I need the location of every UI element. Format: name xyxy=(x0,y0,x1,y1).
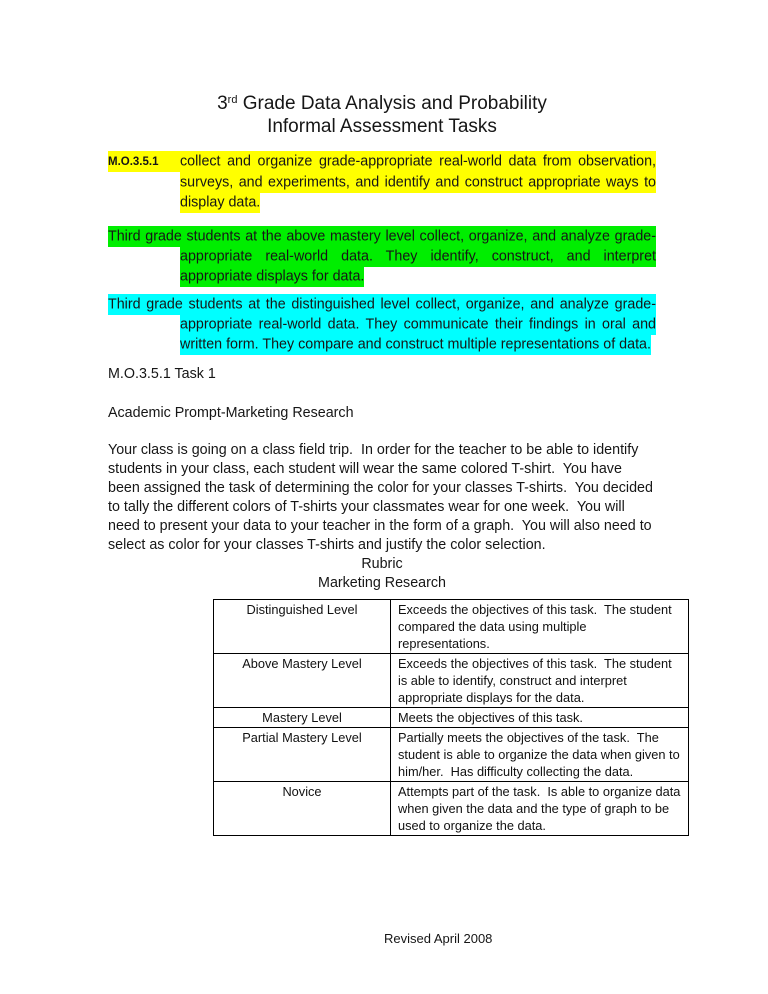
cyan-highlight: Third grade students at the distinguished level collect, organize, and analyze grade-appropriate real-world data. They communicate their findings in oral and written form. They compare and construct multiple representations of data. xyxy=(108,294,656,355)
prompt-paragraph: Your class is going on a class field trip. In order for the teacher to be able to identify students in your class, each student will wear the same colored T-shirt. You have been assigned the task of determining the color for your classes T-shirts. You decided to tally the different colors of T-shirts your classmates wear for one week. You will need to present your data to your teacher in the form of a graph. You will also need to select as color for your classes T-shirts and justify the color selection. xyxy=(108,442,657,553)
footer-revision-note: Revised April 2008 xyxy=(384,931,493,946)
table-row xyxy=(214,782,689,836)
page-title-line1 xyxy=(108,89,656,115)
title-prefix: 3 xyxy=(217,93,228,114)
table-row xyxy=(214,728,689,782)
rubric-table xyxy=(213,599,689,836)
description-cell: Partially meets the objectives of the task. The student is able to organize the data when given to him/her. Has difficulty collecting the data. xyxy=(391,728,689,782)
level-cell: Above Mastery Level xyxy=(214,654,391,708)
task-heading: M.O.3.5.1 Task 1 xyxy=(108,366,216,382)
green-highlight: Third grade students at the above mastery level collect, organize, and analyze grade-appropriate real-world data. They identify, construct, and interpret appropriate displays for data. xyxy=(108,226,656,287)
standard-code-label: M.O.3.5.1 xyxy=(108,156,159,168)
description-cell: Meets the objectives of this task. xyxy=(391,708,689,728)
level-cell: Distinguished Level xyxy=(214,600,391,654)
page-title-line2: Informal Assessment Tasks xyxy=(267,116,497,137)
above-mastery-block xyxy=(108,226,656,286)
title-superscript: rd xyxy=(227,94,238,106)
level-cell: Novice xyxy=(214,782,391,836)
standard-objective-text: collect and organize grade-appropriate real-world data from observation, surveys, and experiments, and identify and construct appropriate ways to display data. xyxy=(180,153,656,210)
level-cell: Mastery Level xyxy=(214,708,391,728)
distinguished-block xyxy=(108,294,656,354)
document-content xyxy=(108,0,684,836)
standard-objective-block xyxy=(108,151,656,212)
description-cell: Exceeds the objectives of this task. The student is able to identify, construct and interpret appropriate displays for the data. xyxy=(391,654,689,708)
description-cell: Attempts part of the task. Is able to organize data when given the data and the type of graph to be used to organize the data. xyxy=(391,782,689,836)
table-row xyxy=(214,708,689,728)
rubric-title: Rubric xyxy=(361,556,403,572)
yellow-highlight xyxy=(108,151,656,213)
table-row xyxy=(214,654,689,708)
level-cell: Partial Mastery Level xyxy=(214,728,391,782)
rubric-subtitle: Marketing Research xyxy=(318,575,446,591)
title-rest: Grade Data Analysis and Probability xyxy=(237,93,547,114)
table-row xyxy=(214,600,689,654)
description-cell: Exceeds the objectives of this task. The student compared the data using multiple representations. xyxy=(391,600,689,654)
prompt-heading: Academic Prompt-Marketing Research xyxy=(108,405,354,421)
page-title xyxy=(108,0,656,138)
